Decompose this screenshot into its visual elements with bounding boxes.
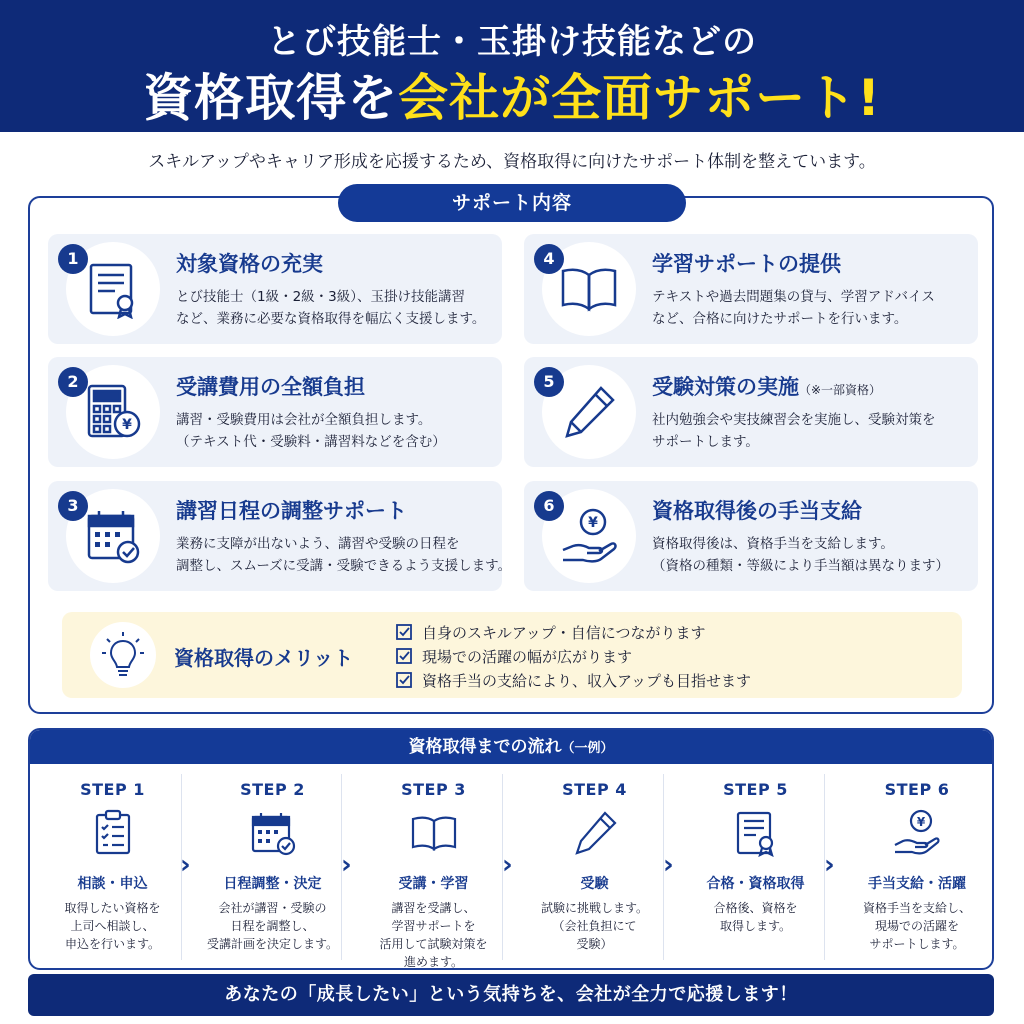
step-description: 会社が講習・受験の 日程を調整し、 受講計画を決定します。 <box>206 901 339 951</box>
card-title: 資格取得後の手当支給 <box>652 499 862 523</box>
merit-box <box>62 612 962 698</box>
chevron-right-icon: › <box>341 850 352 880</box>
certificate-icon <box>83 259 143 319</box>
step-label: STEP 3 <box>401 780 466 799</box>
support-card-2 <box>48 357 502 467</box>
step-name: 受験 <box>580 876 609 892</box>
chevron-right-icon: › <box>502 850 513 880</box>
card-number: 5 <box>534 367 564 397</box>
flow-step-1 <box>44 774 182 960</box>
step-label: STEP 6 <box>884 780 950 799</box>
intro-text: スキルアップやキャリア形成を応援するため、資格取得に向けたサポート体制を整えています。 <box>148 152 876 172</box>
step-label: STEP 1 <box>80 780 145 799</box>
header-title <box>0 58 1024 130</box>
card-description: 講習・受験費用は会社が全額負担します。 （テキスト代・受験料・講習料などを含む） <box>176 412 446 450</box>
card-title: 学習サポートの提供 <box>652 252 841 276</box>
calendar-check-icon <box>83 506 143 566</box>
calculator-yen-icon <box>83 382 143 442</box>
merit-item: 現場での活躍の幅が広がります <box>396 645 751 669</box>
chevron-right-icon: › <box>824 850 835 880</box>
open-book-icon <box>410 809 458 857</box>
pencil-icon <box>571 809 619 857</box>
chevron-right-icon: › <box>663 850 674 880</box>
hand-yen-icon <box>559 506 619 566</box>
card-title: 受講費用の全額負担 <box>176 375 365 399</box>
step-description: 取得したい資格を 上司へ相談し、 申込を行います。 <box>64 901 161 951</box>
support-card-1 <box>48 234 502 344</box>
step-label: STEP 2 <box>240 780 305 799</box>
merit-title: 資格取得のメリット <box>174 646 354 670</box>
svg-text:¥: ¥ <box>916 815 926 829</box>
card-number: 1 <box>58 244 88 274</box>
step-description: 資格手当を支給し、 現場での活躍を サポートします。 <box>862 901 971 951</box>
flow-step-5 <box>687 774 825 960</box>
step-label: STEP 5 <box>723 780 788 799</box>
card-number: 6 <box>534 491 564 521</box>
flow-panel <box>28 728 994 970</box>
step-description: 講習を受講し、 学習サポートを 活用して試験対策を 進めます。 <box>379 901 488 969</box>
step-description: 試験に挑戦します。 （会社負担にて 受験） <box>540 901 649 951</box>
header-subtitle: とび技能士・玉掛け技能などの <box>267 22 757 62</box>
card-number: 2 <box>58 367 88 397</box>
card-title: 対象資格の充実 <box>176 252 323 276</box>
card-title: 受験対策の実施（※一部資格） <box>652 375 882 399</box>
calendar-check-icon <box>249 809 297 857</box>
flow-step-4 <box>526 774 664 960</box>
header-title-yellow: 会社が全面サポート! <box>398 69 881 127</box>
open-book-icon <box>559 259 619 319</box>
merit-list <box>396 621 751 693</box>
card-description: とび技能士（1級・2級・3級）、玉掛け技能講習 など、業務に必要な資格取得を幅広く支援します。 <box>176 289 486 327</box>
pencil-icon <box>559 382 619 442</box>
clipboard-checklist-icon <box>89 809 137 857</box>
svg-text:¥: ¥ <box>122 417 132 433</box>
card-description: 社内勉強会や実技練習会を実施し、受験対策を サポートします。 <box>652 412 936 450</box>
checkbox-checked-icon <box>396 648 412 664</box>
merit-item: 資格手当の支給により、収入アップも目指せます <box>396 669 751 693</box>
step-name: 手当支給・活躍 <box>868 876 966 892</box>
card-title: 講習日程の調整サポート <box>176 499 407 523</box>
card-description: 業務に支障が出ないよう、講習や受験の日程を 調整し、スムーズに受講・受験できるよう支援します。 <box>176 536 512 574</box>
support-card-5 <box>524 357 978 467</box>
certificate-icon <box>732 809 780 857</box>
flow-step-6 <box>848 774 986 960</box>
step-name: 合格・資格取得 <box>706 876 805 892</box>
step-name: 相談・申込 <box>77 876 148 892</box>
footer-banner: あなたの「成長したい」という気持ちを、会社が全力で応援します！ <box>28 974 994 1016</box>
chevron-right-icon: › <box>180 850 191 880</box>
card-description: 資格取得後は、資格手当を支給します。 （資格の種類・等級により手当額は異なります） <box>652 536 949 574</box>
header-title-white: 資格取得を <box>143 69 399 127</box>
card-number: 4 <box>534 244 564 274</box>
step-name: 日程調整・決定 <box>223 876 322 892</box>
flow-step-2 <box>204 774 342 960</box>
lightbulb-icon <box>101 631 145 679</box>
card-title-note: （※一部資格） <box>799 383 882 397</box>
header-banner <box>0 0 1024 132</box>
merit-item: 自身のスキルアップ・自信につながります <box>396 621 751 645</box>
flow-step-3 <box>365 774 503 969</box>
step-name: 受講・学習 <box>398 876 469 892</box>
svg-text:¥: ¥ <box>588 515 598 531</box>
support-card-4 <box>524 234 978 344</box>
step-description: 合格後、資格を 取得します。 <box>713 901 798 933</box>
card-description: テキストや過去問題集の貸与、学習アドバイス など、合格に向けたサポートを行います。 <box>652 289 935 327</box>
checkbox-checked-icon <box>396 624 412 640</box>
support-card-6 <box>524 481 978 591</box>
flow-title: 資格取得までの流れ（一例） <box>30 730 992 764</box>
bulb-icon-circle <box>90 622 156 688</box>
card-number: 3 <box>58 491 88 521</box>
support-card-3 <box>48 481 512 591</box>
step-label: STEP 4 <box>562 780 627 799</box>
support-panel-title: サポート内容 <box>338 184 686 222</box>
checkbox-checked-icon <box>396 672 412 688</box>
hand-yen-icon <box>893 809 941 857</box>
